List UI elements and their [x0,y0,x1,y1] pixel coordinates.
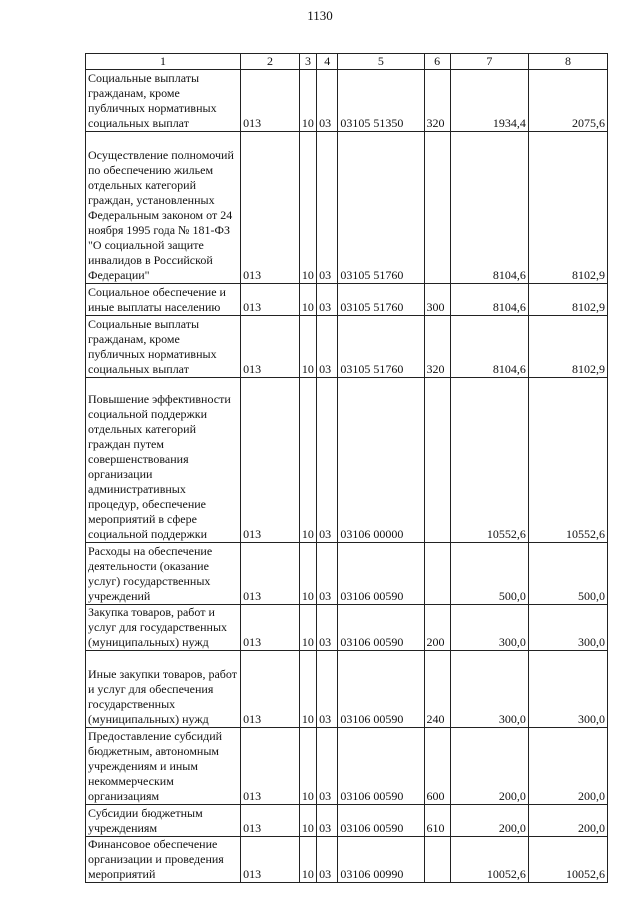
cell-section: 10 [299,837,316,883]
cell-expense-type: 320 [424,70,450,132]
cell-amount-year1: 200,0 [450,805,528,837]
row-name: Осуществление полномочий по обеспечению жильем отдельных категорий граждан, установленных Федеральным законом от 24 ноября 1995 года № 181-ФЗ "О социальной защите инвалидов в Российской Федерации" [86,132,241,284]
cell-section: 10 [299,378,316,543]
row-name: Финансовое обеспечение организации и проведения мероприятий [86,837,241,883]
cell-amount-year1: 300,0 [450,651,528,728]
cell-ministry: 013 [241,316,300,378]
table-row [86,543,608,605]
cell-amount-year2: 10552,6 [528,378,607,543]
cell-amount-year1: 1934,4 [450,70,528,132]
cell-target-article: 03105 51350 [338,70,424,132]
cell-amount-year1: 10052,6 [450,837,528,883]
cell-target-article: 03106 00590 [338,605,424,651]
cell-amount-year2: 2075,6 [528,70,607,132]
row-name: Субсидии бюджетным учреждениям [86,805,241,837]
cell-ministry: 013 [241,805,300,837]
cell-amount-year2: 200,0 [528,805,607,837]
cell-section: 10 [299,651,316,728]
cell-amount-year2: 200,0 [528,728,607,805]
cell-subsection: 03 [317,132,338,284]
cell-amount-year2: 500,0 [528,543,607,605]
cell-expense-type: 200 [424,605,450,651]
cell-ministry: 013 [241,728,300,805]
table-row [86,651,608,728]
cell-section: 10 [299,543,316,605]
cell-subsection: 03 [317,284,338,316]
cell-expense-type: 300 [424,284,450,316]
cell-expense-type [424,132,450,284]
table-row [86,316,608,378]
cell-target-article: 03105 51760 [338,316,424,378]
cell-amount-year2: 300,0 [528,651,607,728]
row-name: Социальные выплаты гражданам, кроме публичных нормативных социальных выплат [86,316,241,378]
cell-section: 10 [299,728,316,805]
cell-amount-year2: 8102,9 [528,132,607,284]
cell-section: 10 [299,70,316,132]
cell-ministry: 013 [241,651,300,728]
cell-amount-year2: 10052,6 [528,837,607,883]
cell-target-article: 03106 00990 [338,837,424,883]
cell-subsection: 03 [317,605,338,651]
cell-target-article: 03105 51760 [338,132,424,284]
cell-subsection: 03 [317,70,338,132]
cell-amount-year2: 8102,9 [528,284,607,316]
cell-ministry: 013 [241,70,300,132]
cell-target-article: 03106 00590 [338,543,424,605]
cell-expense-type: 600 [424,728,450,805]
cell-amount-year1: 200,0 [450,728,528,805]
cell-subsection: 03 [317,543,338,605]
cell-expense-type: 320 [424,316,450,378]
cell-ministry: 013 [241,605,300,651]
cell-amount-year1: 300,0 [450,605,528,651]
cell-section: 10 [299,284,316,316]
cell-target-article: 03106 00590 [338,728,424,805]
header-row [86,54,608,70]
cell-section: 10 [299,316,316,378]
cell-expense-type [424,543,450,605]
column-header: 1 [86,54,241,70]
cell-amount-year1: 500,0 [450,543,528,605]
cell-amount-year1: 8104,6 [450,132,528,284]
row-name: Закупка товаров, работ и услуг для государственных (муниципальных) нужд [86,605,241,651]
column-header: 6 [424,54,450,70]
cell-expense-type: 610 [424,805,450,837]
cell-amount-year1: 10552,6 [450,378,528,543]
cell-section: 10 [299,605,316,651]
cell-expense-type: 240 [424,651,450,728]
table-row [86,284,608,316]
row-name: Иные закупки товаров, работ и услуг для обеспечения государственных (муниципальных) нужд [86,651,241,728]
cell-target-article: 03105 51760 [338,284,424,316]
cell-subsection: 03 [317,316,338,378]
cell-subsection: 03 [317,728,338,805]
row-name: Повышение эффективности социальной поддержки отдельных категорий граждан путем совершенствования организации административных процедур, обеспечение мероприятий в сфере социальной поддержки [86,378,241,543]
table-row [86,728,608,805]
table-row [86,837,608,883]
cell-target-article: 03106 00590 [338,805,424,837]
column-header: 7 [450,54,528,70]
column-header: 4 [317,54,338,70]
cell-subsection: 03 [317,378,338,543]
cell-expense-type [424,837,450,883]
cell-ministry: 013 [241,284,300,316]
cell-subsection: 03 [317,805,338,837]
row-name: Социальное обеспечение и иные выплаты населению [86,284,241,316]
table-row [86,132,608,284]
table-row [86,70,608,132]
cell-amount-year1: 8104,6 [450,284,528,316]
column-header: 2 [241,54,300,70]
cell-section: 10 [299,132,316,284]
cell-amount-year2: 300,0 [528,605,607,651]
row-name: Расходы на обеспечение деятельности (оказание услуг) государственных учреждений [86,543,241,605]
cell-target-article: 03106 00000 [338,378,424,543]
cell-ministry: 013 [241,837,300,883]
cell-subsection: 03 [317,651,338,728]
row-name: Предоставление субсидий бюджетным, автономным учреждениям и иным некоммерческим организациям [86,728,241,805]
cell-ministry: 013 [241,132,300,284]
page-number: 1130 [307,8,333,23]
table-row [86,805,608,837]
cell-subsection: 03 [317,837,338,883]
cell-amount-year2: 8102,9 [528,316,607,378]
cell-ministry: 013 [241,378,300,543]
cell-target-article: 03106 00590 [338,651,424,728]
cell-amount-year1: 8104,6 [450,316,528,378]
budget-table [85,53,608,883]
table-row [86,605,608,651]
column-header: 8 [528,54,607,70]
table-row [86,378,608,543]
column-header: 3 [299,54,316,70]
cell-ministry: 013 [241,543,300,605]
column-header: 5 [338,54,424,70]
row-name: Социальные выплаты гражданам, кроме публичных нормативных социальных выплат [86,70,241,132]
cell-expense-type [424,378,450,543]
cell-section: 10 [299,805,316,837]
